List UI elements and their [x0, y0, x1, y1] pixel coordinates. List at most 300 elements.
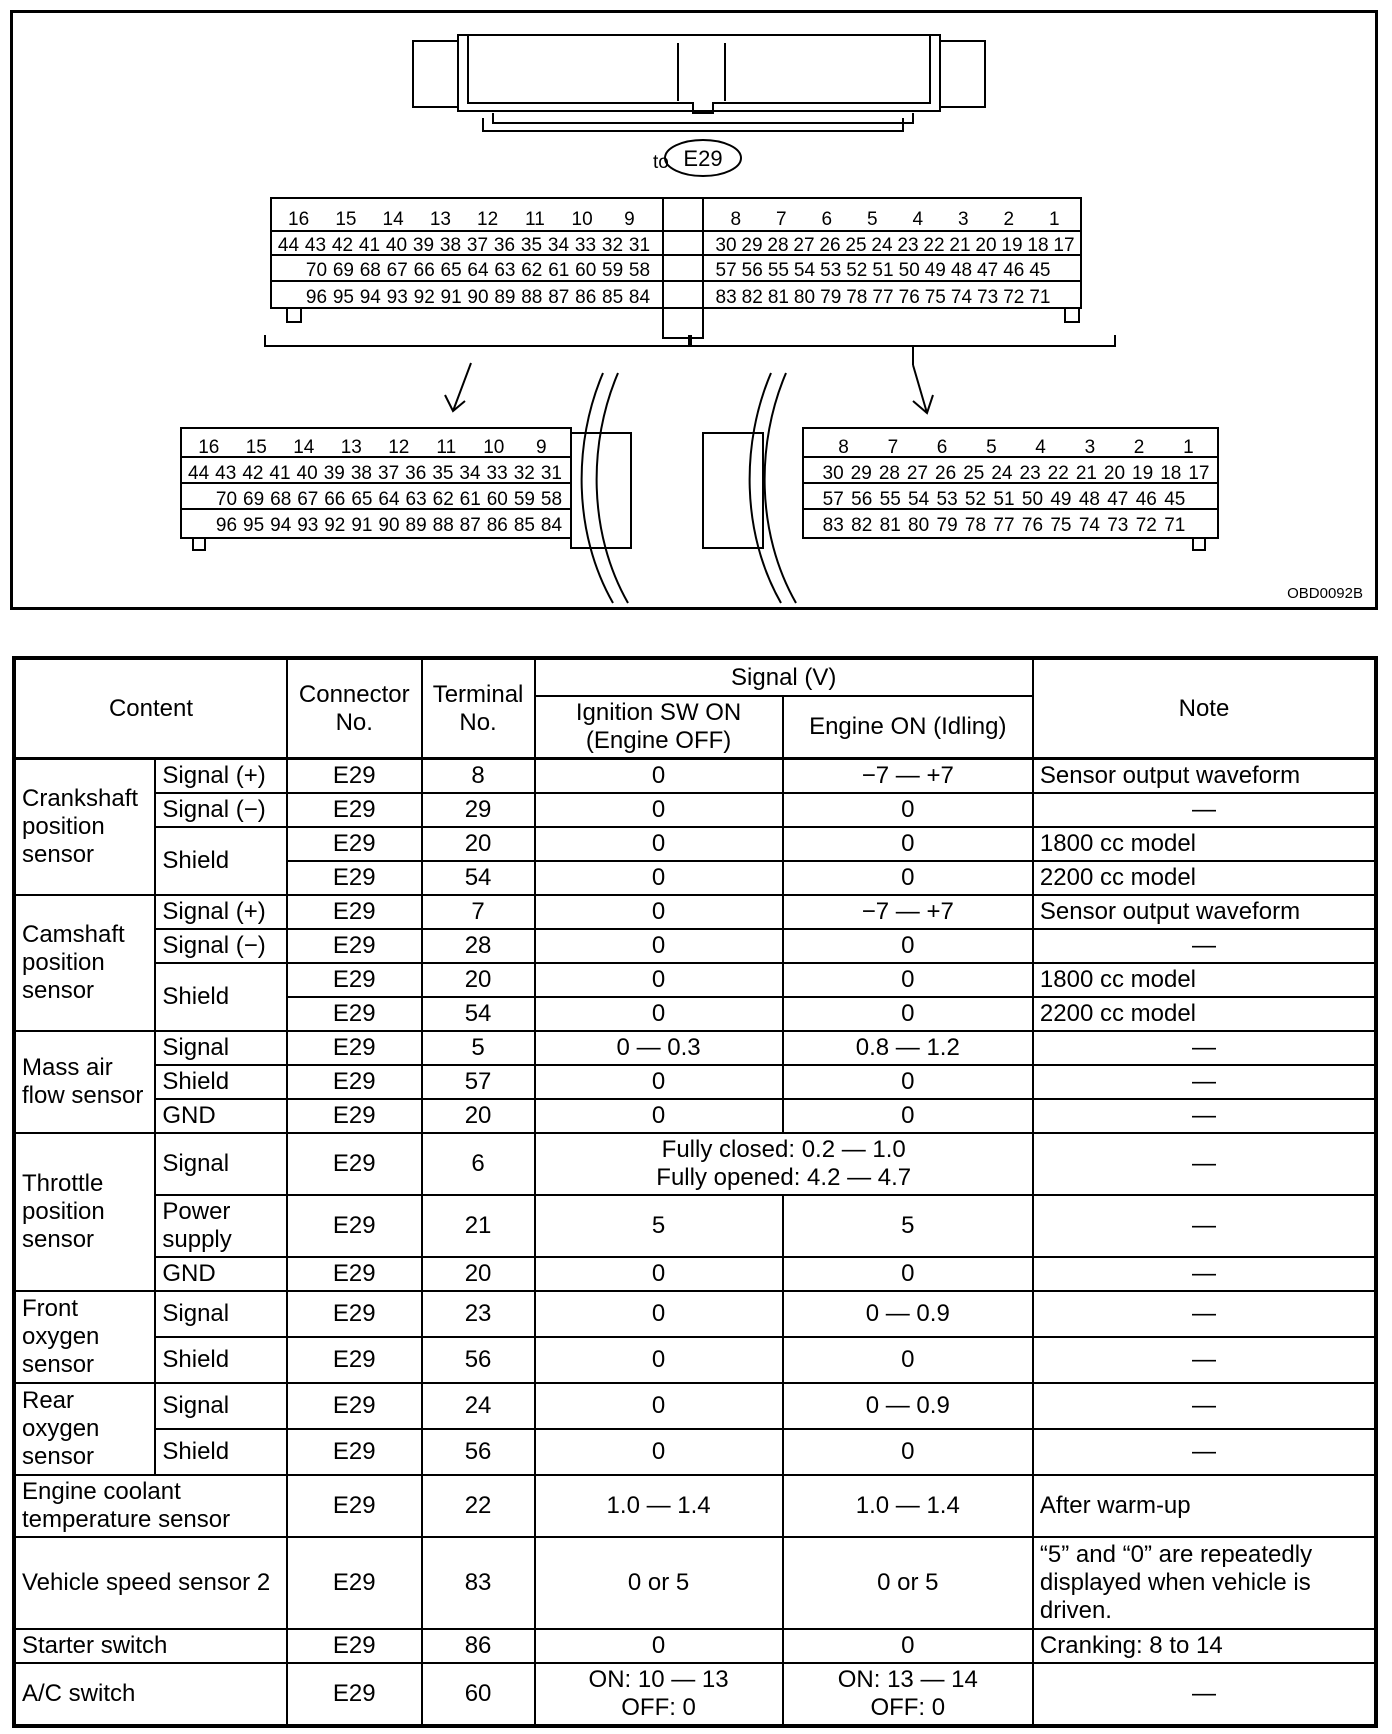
pin-number: 92	[324, 515, 346, 536]
ac-ign	[535, 1663, 783, 1726]
pin-number: 19	[1132, 463, 1154, 484]
pin-number: 21	[1075, 463, 1097, 484]
ac-eng	[783, 1663, 1033, 1726]
pin-number: 38	[350, 463, 372, 484]
table-cell: E29	[287, 1031, 422, 1065]
table-cell: 8	[422, 759, 535, 794]
table-cell: E29	[287, 963, 422, 997]
pin-number: 72	[1003, 287, 1025, 308]
pin-number: 42	[242, 463, 264, 484]
ac-eng-on: ON: 13 — 14	[837, 1666, 978, 1693]
pin-number: 65	[440, 260, 462, 281]
pin-number: 26	[935, 463, 957, 484]
pin-number: 34	[547, 235, 570, 256]
pin-number: 24	[991, 463, 1013, 484]
table-cell: 2200 cc model	[1033, 997, 1376, 1031]
table-cell: 56	[422, 1429, 535, 1475]
pin-number: 45	[1164, 489, 1186, 510]
table-cell: 5	[783, 1195, 1033, 1257]
pin-number: 76	[1021, 515, 1044, 536]
table-cell: 0	[535, 963, 783, 997]
table-cell: 0	[783, 1337, 1033, 1383]
table-cell: 21	[422, 1195, 535, 1257]
table-cell: 0	[535, 997, 783, 1031]
table-cell: 0	[535, 1337, 783, 1383]
pin-number: 80	[793, 287, 816, 308]
pin-number: 46	[1135, 489, 1157, 510]
group-camshaft: Camshaft position sensor	[14, 895, 155, 1031]
pin-number: 82	[741, 287, 763, 308]
to-label: to	[653, 152, 669, 173]
table-cell: E29	[287, 861, 422, 895]
pin-number: 81	[879, 515, 901, 536]
pin-number: 92	[413, 287, 435, 308]
pin-number: 9	[624, 209, 635, 230]
table-cell: —	[1033, 1663, 1376, 1726]
pin-number: 55	[879, 489, 901, 510]
pin-number: 7	[776, 209, 787, 230]
pin-number: 39	[412, 235, 435, 256]
pin-number: 29	[850, 463, 872, 484]
pin-number: 66	[324, 489, 346, 510]
table-cell: 0 — 0.3	[535, 1031, 783, 1065]
table-cell: −7 — +7	[783, 895, 1033, 929]
table-cell: 20	[422, 963, 535, 997]
table-cell: E29	[287, 1383, 422, 1429]
header-note: Note	[1033, 658, 1376, 759]
table-cell: —	[1033, 1031, 1376, 1065]
table-cell: —	[1033, 929, 1376, 963]
pin-number: 94	[270, 515, 292, 536]
pin-number: 32	[513, 463, 535, 484]
pin-number: 84	[540, 515, 563, 536]
pin-number: 48	[1078, 489, 1100, 510]
table-cell: E29	[287, 1663, 422, 1726]
table-cell: 0	[783, 1099, 1033, 1133]
pin-number: 34	[459, 463, 481, 484]
pin-number: 8	[730, 209, 742, 230]
pin-number: 95	[332, 287, 354, 308]
group-maf: Mass air flow sensor	[14, 1031, 155, 1133]
table-cell: 0	[783, 1065, 1033, 1099]
table-cell: 0	[535, 1099, 783, 1133]
table-cell: 20	[422, 827, 535, 861]
group-crankshaft: Crankshaft position sensor	[14, 759, 155, 896]
pin-number: 83	[715, 287, 737, 308]
table-cell: 1.0 — 1.4	[535, 1475, 783, 1537]
table-cell: Signal	[155, 1383, 287, 1429]
pin-number: 10	[483, 437, 505, 458]
pin-number: 63	[494, 260, 516, 281]
ac-ign-on: ON: 10 — 13	[588, 1666, 729, 1693]
pin-number: 60	[486, 489, 508, 510]
table-cell: Shield	[155, 1337, 287, 1383]
header-signal: Signal (V)	[535, 658, 1033, 696]
table-cell: 0	[783, 1429, 1033, 1475]
table-cell: Cranking: 8 to 14	[1033, 1629, 1376, 1663]
pin-number: 90	[467, 287, 489, 308]
table-cell: “5” and “0” are repeatedly displayed when vehicle is driven.	[1033, 1537, 1376, 1629]
table-cell: —	[1033, 1099, 1376, 1133]
pin-number: 56	[741, 260, 763, 281]
table-cell: E29	[287, 1429, 422, 1475]
table-cell: 0	[535, 1065, 783, 1099]
table-cell: 1800 cc model	[1033, 827, 1376, 861]
table-cell: —	[1033, 793, 1376, 827]
pin-number: 15	[245, 437, 267, 458]
table-cell: Signal (+)	[155, 759, 287, 794]
pin-number: 86	[575, 287, 597, 308]
pin-number: 19	[1001, 235, 1023, 256]
ac-eng-off: OFF: 0	[870, 1694, 946, 1721]
pin-number: 25	[963, 463, 985, 484]
table-cell: 0 or 5	[783, 1537, 1033, 1629]
table-cell: 22	[422, 1475, 535, 1537]
table-cell: 29	[422, 793, 535, 827]
table-cell: 23	[422, 1291, 535, 1337]
table-cell: Signal (−)	[155, 793, 287, 827]
pin-number: 59	[602, 260, 624, 281]
table-cell: E29	[287, 1291, 422, 1337]
table-cell: —	[1033, 1133, 1376, 1195]
pin-number: 27	[906, 463, 929, 484]
pin-number: 76	[898, 287, 920, 308]
pin-number: 43	[304, 235, 327, 256]
pin-number: 6	[936, 437, 948, 458]
table-cell: Shield	[155, 1429, 287, 1475]
table-cell: 0 — 0.9	[783, 1383, 1033, 1429]
pin-number: 1	[1049, 209, 1060, 230]
pin-number: 87	[548, 287, 570, 308]
pin-number: 3	[958, 209, 969, 230]
table-cell: —	[1033, 1337, 1376, 1383]
table-cell: E29	[287, 827, 422, 861]
header-ignition: Ignition SW ON (Engine OFF)	[535, 696, 783, 759]
table-cell: Signal (−)	[155, 929, 287, 963]
pin-number: 17	[1053, 235, 1075, 256]
pin-number: 30	[715, 235, 737, 256]
pin-number: 37	[466, 235, 489, 256]
header-engine: Engine ON (Idling)	[783, 696, 1033, 759]
pin-number: 37	[378, 463, 400, 484]
pin-number: 71	[1164, 515, 1186, 536]
group-rear-o2: Rear oxygen sensor	[14, 1383, 155, 1475]
pin-number: 64	[378, 489, 400, 510]
pin-number: 16	[288, 209, 310, 230]
pin-number: 38	[439, 235, 462, 256]
table-cell: 57	[422, 1065, 535, 1099]
pin-number: 48	[950, 260, 973, 281]
pin-number: 11	[525, 209, 545, 230]
table-cell: 5	[422, 1031, 535, 1065]
table-cell: —	[1033, 1383, 1376, 1429]
pin-number: 29	[741, 235, 763, 256]
pin-number: 39	[323, 463, 345, 484]
table-cell: —	[1033, 1257, 1376, 1291]
pin-number: 35	[520, 235, 543, 256]
pin-number: 44	[277, 235, 300, 256]
pin-number: 45	[1029, 260, 1051, 281]
table-cell: 86	[422, 1629, 535, 1663]
pin-number: 90	[378, 515, 400, 536]
table-cell: 0	[783, 997, 1033, 1031]
pin-number: 2	[1133, 437, 1145, 458]
table-cell: 0	[783, 1629, 1033, 1663]
table-cell: 0.8 — 1.2	[783, 1031, 1033, 1065]
pin-number: 43	[215, 463, 237, 484]
pin-number: 57	[822, 489, 844, 510]
pin-number: 64	[467, 260, 489, 281]
pin-number: 88	[432, 515, 454, 536]
pin-number: 54	[793, 260, 816, 281]
tps-signal-range	[535, 1133, 1033, 1195]
pin-number: 59	[513, 489, 535, 510]
pin-number: 89	[405, 515, 427, 536]
pin-number: 5	[986, 437, 997, 458]
table-cell: Signal	[155, 1291, 287, 1337]
pin-number: 14	[293, 437, 315, 458]
pin-number: 67	[297, 489, 319, 510]
pin-number: 88	[521, 287, 543, 308]
table-cell: 20	[422, 1099, 535, 1133]
pin-number: 49	[924, 260, 946, 281]
group-starter: Starter switch	[14, 1629, 287, 1663]
pin-number: 57	[715, 260, 737, 281]
table-cell: 0	[535, 1257, 783, 1291]
pin-number: 74	[950, 287, 973, 308]
pin-number: 40	[296, 463, 318, 484]
pin-number: 2	[1003, 209, 1015, 230]
pin-number: 36	[493, 235, 516, 256]
pin-number: 12	[477, 209, 499, 230]
table-cell: 1.0 — 1.4	[783, 1475, 1033, 1537]
table-cell: 0	[535, 1629, 783, 1663]
pin-number: 21	[949, 235, 971, 256]
pin-number: 84	[628, 287, 651, 308]
header-connector: Connector No.	[287, 658, 422, 759]
table-cell: 0	[783, 963, 1033, 997]
table-cell: E29	[287, 1133, 422, 1195]
pin-number: 86	[486, 515, 508, 536]
table-cell: E29	[287, 793, 422, 827]
table-cell: E29	[287, 759, 422, 794]
table-cell: 0 or 5	[535, 1537, 783, 1629]
pin-number: 50	[898, 260, 920, 281]
table-cell: 0	[783, 861, 1033, 895]
pin-number: 62	[521, 260, 543, 281]
table-cell: 5	[535, 1195, 783, 1257]
pin-number: 85	[602, 287, 624, 308]
signal-table	[12, 656, 1378, 1728]
table-cell: 0	[535, 827, 783, 861]
pin-number: 26	[819, 235, 841, 256]
table-cell: 24	[422, 1383, 535, 1429]
pin-number: 15	[335, 209, 357, 230]
pin-number: 68	[270, 489, 292, 510]
pin-number: 87	[459, 515, 481, 536]
pin-number: 83	[822, 515, 844, 536]
table-cell: 0	[535, 1291, 783, 1337]
pin-number: 82	[851, 515, 873, 536]
pin-number: 4	[912, 209, 924, 230]
pin-number: 23	[897, 235, 919, 256]
table-cell: 0 — 0.9	[783, 1291, 1033, 1337]
pin-number: 69	[243, 489, 265, 510]
table-cell: E29	[287, 1337, 422, 1383]
pin-number: 72	[1135, 515, 1157, 536]
pin-number: 70	[215, 489, 238, 510]
pin-number: 3	[1084, 437, 1096, 458]
table-cell: —	[1033, 1195, 1376, 1257]
table-cell: 2200 cc model	[1033, 861, 1376, 895]
table-cell: Sensor output waveform	[1033, 895, 1376, 929]
pin-number: 51	[993, 489, 1015, 510]
pin-number: 65	[351, 489, 373, 510]
pin-number: 23	[1019, 463, 1041, 484]
header-terminal: Terminal No.	[422, 658, 535, 759]
table-cell: 0	[535, 759, 783, 794]
pin-number: 14	[382, 209, 404, 230]
pin-number: 81	[767, 287, 789, 308]
pin-number: 62	[432, 489, 454, 510]
pin-number: 78	[964, 515, 987, 536]
table-cell: Sensor output waveform	[1033, 759, 1376, 794]
table-cell: 0	[535, 1429, 783, 1475]
pin-number: 70	[305, 260, 328, 281]
table-cell: 0	[783, 793, 1033, 827]
pin-number: 93	[386, 287, 408, 308]
table-cell: E29	[287, 1065, 422, 1099]
pin-number: 55	[767, 260, 789, 281]
table-cell: —	[1033, 1429, 1376, 1475]
table-cell: 54	[422, 997, 535, 1031]
table-cell: 0	[535, 1383, 783, 1429]
pin-number: 20	[975, 235, 997, 256]
table-cell: 0	[535, 895, 783, 929]
pin-number: 71	[1029, 287, 1051, 308]
pin-number: 63	[405, 489, 427, 510]
pin-number: 89	[494, 287, 516, 308]
table-cell: E29	[287, 1629, 422, 1663]
pin-number: 41	[358, 235, 381, 256]
table-cell: Signal (+)	[155, 895, 287, 929]
table-cell: 28	[422, 929, 535, 963]
pin-number: 4	[1035, 437, 1046, 458]
pin-number: 66	[413, 260, 435, 281]
table-cell: 83	[422, 1537, 535, 1629]
pin-number: 36	[405, 463, 427, 484]
pin-number: 61	[548, 260, 570, 281]
pin-number: 47	[1107, 489, 1129, 510]
pin-number: 46	[1003, 260, 1025, 281]
table-cell: Shield	[155, 963, 287, 1031]
pin-number: 54	[908, 489, 930, 510]
table-cell: After warm-up	[1033, 1475, 1376, 1537]
pin-number: 49	[1050, 489, 1072, 510]
pin-number: 51	[872, 260, 894, 281]
pin-number: 50	[1021, 489, 1044, 510]
pin-number: 52	[846, 260, 868, 281]
pin-number: 91	[440, 287, 462, 308]
pin-number: 56	[851, 489, 873, 510]
pin-number: 42	[331, 235, 354, 256]
table-cell: GND	[155, 1257, 287, 1291]
table-cell: 60	[422, 1663, 535, 1726]
table-cell: E29	[287, 1099, 422, 1133]
pin-number: 33	[574, 235, 597, 256]
table-cell: E29	[287, 895, 422, 929]
table-cell: 7	[422, 895, 535, 929]
pin-number: 13	[429, 209, 451, 230]
pin-number: 25	[845, 235, 867, 256]
pin-number: 13	[340, 437, 362, 458]
pin-number: 53	[820, 260, 842, 281]
pin-number: 91	[351, 515, 373, 536]
pin-number: 74	[1078, 515, 1100, 536]
pin-number: 17	[1188, 463, 1210, 484]
table-cell: —	[1033, 1291, 1376, 1337]
pin-number: 28	[878, 463, 900, 484]
ac-ign-off: OFF: 0	[621, 1694, 696, 1721]
table-cell: 6	[422, 1133, 535, 1195]
pin-number: 6	[821, 209, 833, 230]
table-cell: 20	[422, 1257, 535, 1291]
table-cell: E29	[287, 997, 422, 1031]
group-ect: Engine coolant temperature sensor	[14, 1475, 287, 1537]
pin-number: 30	[822, 463, 844, 484]
pin-number: 85	[513, 515, 535, 536]
pin-number: 8	[838, 437, 849, 458]
pin-number: 96	[305, 287, 328, 308]
pin-number: 47	[977, 260, 999, 281]
table-cell: Signal	[155, 1133, 287, 1195]
mini-connector-body	[458, 35, 940, 111]
pin-number: 95	[243, 515, 265, 536]
pin-number: 16	[198, 437, 220, 458]
pin-number: 20	[1103, 463, 1126, 484]
pin-number: 22	[923, 235, 945, 256]
pin-number: 53	[936, 489, 958, 510]
pin-number: 7	[887, 437, 899, 458]
tps-closed: Fully closed: 0.2 — 1.0	[661, 1136, 906, 1163]
table-cell: E29	[287, 1195, 422, 1257]
pin-number: 18	[1027, 235, 1049, 256]
table-cell: GND	[155, 1099, 287, 1133]
pin-number: 75	[924, 287, 946, 308]
table-cell: E29	[287, 929, 422, 963]
pin-number: 33	[486, 463, 508, 484]
pin-number: 18	[1160, 463, 1182, 484]
table-cell: 56	[422, 1337, 535, 1383]
pin-number: 28	[767, 235, 789, 256]
connector-drawing	[13, 13, 1375, 607]
connector-diagram	[10, 10, 1378, 610]
pin-number: 73	[1107, 515, 1129, 536]
table-cell: 0	[535, 793, 783, 827]
pin-number: 24	[871, 235, 893, 256]
group-front-o2: Front oxygen sensor	[14, 1291, 155, 1383]
pin-number: 11	[436, 437, 457, 458]
table-cell: −7 — +7	[783, 759, 1033, 794]
figure-code: OBD0092B	[1287, 585, 1363, 602]
pin-number: 35	[432, 463, 454, 484]
pin-number: 10	[571, 209, 593, 230]
pin-number: 58	[628, 260, 651, 281]
pin-number: 9	[536, 437, 547, 458]
pin-number: 93	[297, 515, 319, 536]
table-cell: 0	[783, 1257, 1033, 1291]
pin-number: 12	[388, 437, 410, 458]
